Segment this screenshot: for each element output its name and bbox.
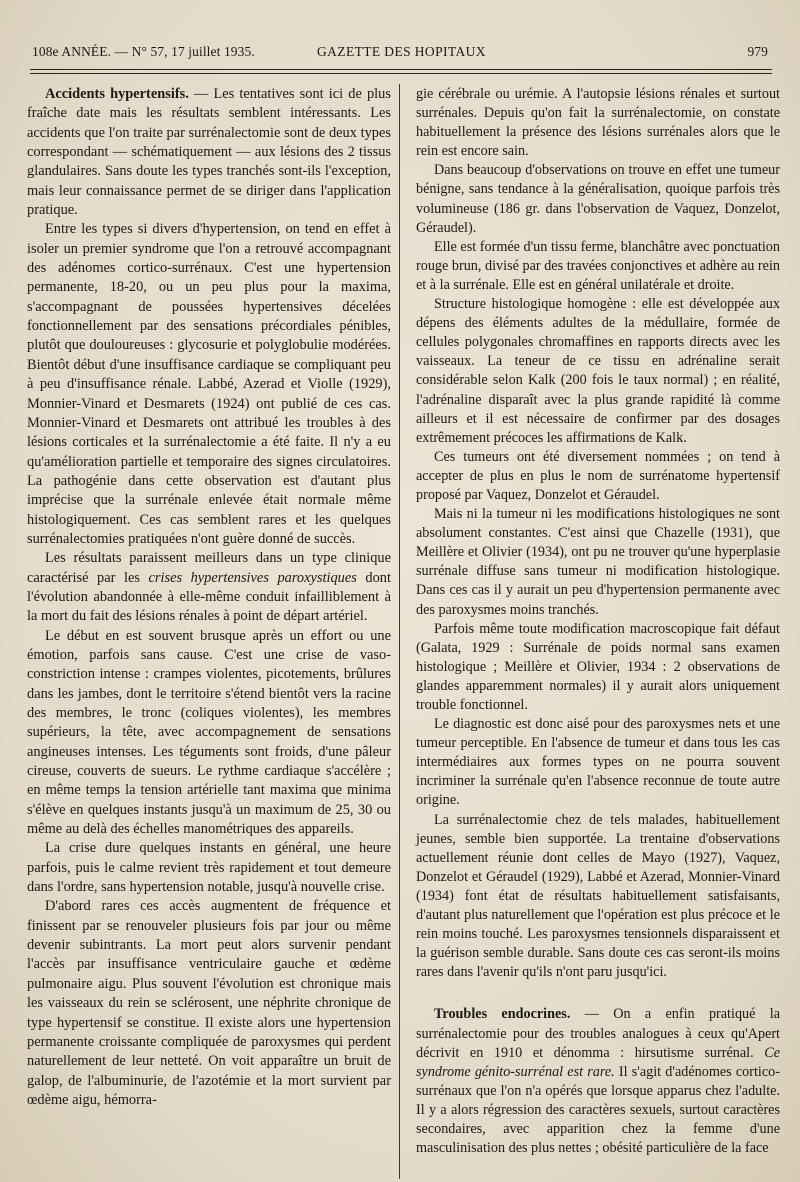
header-rule-thick xyxy=(30,69,772,70)
page-number: 979 xyxy=(747,44,768,59)
right-column xyxy=(416,85,780,1158)
paragraph: gie cérébrale ou urémie. A l'autopsie lésions rénales et surtout surrénales. Depuis qu'on fait la surrénalectomie, on constate habituellement la présence des lésions surrénales alors que le rein est encore sain. xyxy=(416,86,780,160)
section-heading-troubles: Troubles endocrines. xyxy=(434,1006,571,1023)
italic-term: crises hypertensives paroxystiques xyxy=(148,569,357,586)
paragraph: Mais ni la tumeur ni les modifications histologiques ne sont absolument constantes. C'est ainsi que Chazelle (1931), que Meillère et Olivier (1934), ont pu ne trouver qu'une hyperplasie surrénale diffuse sans tumeur ni modification histologique. Dans ces cas il y aurait un peu d'hypertension permanente avec des paroxysmes moins tranchés. xyxy=(416,506,780,618)
left-column xyxy=(27,85,391,1110)
header-rule-thin xyxy=(30,73,772,74)
paragraph: Accidents hypertensifs. — Les tentatives sont ici de plus fraîche date mais les résultats semblent intéressants. Les accidents que l'on traite par surrénalectomie sont de deux types correspondant — schématiquement — aux lésions des 2 tissus glandulaires. Sans doute les types tranchés sont-ils l'exception, mais leur connaissance permet de se diriger dans l'application pratique. xyxy=(27,86,391,219)
running-header xyxy=(32,44,770,66)
paragraph: La surrénalectomie chez de tels malades, habituellement jeunes, semble bien supportée. La trentaine d'observations actuellement réunie dont celles de Mayo (1927), Vaquez, Donzelot et Géraudel (1929), Labbé et Azerad, Monnier-Vinard (1934) font état de résultats habituellement satisfaisants, d'autant plus naturellement que l'opération est plus précoce et le rein moins touché. Les paroxysmes tensionnels disparaissent et la guérison semble durable. Sans doute ces cas seront-ils moins rares dans l'avenir qu'ils n'ont paru jusqu'ici. xyxy=(416,811,780,981)
paragraph: Parfois même toute modification macroscopique fait défaut (Galata, 1929 : Surrénale de poids normal sans examen histologique ; Meillère et Olivier, 1934 : 2 observations de glandes apparemment normales) il y aurait alors uniquement trouble fonctionnel. xyxy=(416,620,780,713)
paragraph: Elle est formée d'un tissu ferme, blanchâtre avec ponctuation rouge brun, divisé par des travées conjonctives et adhère au rein et à la surrénale. Elle est en général unilatérale et droite. xyxy=(416,238,780,293)
paragraph: Le diagnostic est donc aisé pour des paroxysmes nets et une tumeur perceptible. En l'absence de tumeur et dans tous les cas intermédiaires aux formes types on ne pourra souvent incriminer la surrénale qu'en l'absence reconnue de toute autre origine. xyxy=(416,716,780,809)
section-spacer xyxy=(416,982,780,1005)
paragraph: Dans beaucoup d'observations on trouve en effet une tumeur bénigne, sans tendance à la généralisation, quoique parfois très volumineuse (186 gr. dans l'observation de Vaquez, Donzelot, Géraudel). xyxy=(416,162,780,236)
paragraph: Entre les types si divers d'hypertension, on tend en effet à isoler un premier syndrome que l'on a retrouvé accompagnant des adénomes cortico-surrénaux. C'est une hypertension permanente, 18-20, ou un peu plus pour la maxima, s'accompagnant de poussées hypertensives décelées fonctionnellement par des sensations précordiales pénibles, plutôt que douloureuses : glycosurie et polyglobulie modérées. Bientôt début d'une insuffisance cardiaque se compliquant peu à peu d'insuffisance rénale. Labbé, Azerad et Violle (1929), Monnier-Vinard et Desmarets (1924) ont publié de ces cas. Monnier-Vinard et Desmarets ont attribué les troubles à des lésions corticales et la surrénalectomie a été faite. Il n'y a eu qu'amélioration partielle et temporaire des signes circulatoires. La pathogénie dans cette observation est d'autant plus imprécise que la surrénale enlevée était normale même histologiquement. Ces cas semblent rares et les quelques surrénalectomies pratiquées n'ont guère donné de succès. xyxy=(27,221,391,547)
paragraph: Le début en est souvent brusque après un effort ou une émotion, parfois sans cause. C'est une crise de vaso-constriction intense : crampes violentes, picotements, brûlures dans les jambes, dont le territoire s'étend bientôt vers la racine des membres, le tronc (coliques violentes), les membres supérieurs, la tête, avec accompagnement de sensations angineuses intenses. Les téguments sont froids, d'une pâleur cireuse, couverts de sueurs. Le rythme cardiaque s'accélère ; en même temps la tension artérielle tant maxima que minima s'élève en quelques instants jusqu'à un maximum de 25, 30 ou même au delà des échelles manométriques des appareils. xyxy=(27,627,391,838)
italic-sentence: Ce syndrome génito-surrénal est rare. xyxy=(416,1044,780,1080)
paragraph: Troubles endocrines. — On a enfin pratiqué la surrénalectomie pour des troubles analogues à ceux qu'Apert décrivit en 1910 et dénomma : hirsutisme surrénal. Ce syndrome génito-surrénal est rare. Il s'agit d'adénomes cortico-surrénaux que l'on n'a opérés que lorsque apparus chez l'adulte. Il y a alors régression des caractères sexuels, surtout caractères secondaires, avec apparition chez la femme d'une masculinisation des plus nettes ; obésité particulière de la face xyxy=(416,1006,780,1157)
paragraph: La crise dure quelques instants en général, une heure parfois, puis le calme revient très rapidement et tout demeure dans l'ordre, sans hypertension notable, jusqu'à nouvelle crise. xyxy=(27,840,391,896)
paragraph: D'abord rares ces accès augmentent de fréquence et finissent par se renouveler plusieurs fois par jour ou même devenir subintrants. La mort peut alors survenir pendant l'accès par insuffisance ventriculaire gauche et œdème pulmonaire aigu. Plus souvent l'évolution est chronique mais les vaisseaux du rein se sclérosent, une néphrite chronique de type hypertensif se constitue. Il existe alors une hypertension permanente croissante compliquée de paroxysmes qui perdent naturellement de leur netteté. On voit apparaître un bruit de galop, de l'albuminurie, de l'azotémie et la mort survient par œdème aigu, hémorra- xyxy=(27,898,391,1108)
paragraph: Les résultats paraissent meilleurs dans un type clinique caractérisé par les crises hypertensives paroxystiques dont l'évolution abandonnée à elle-même conduit infailliblement à la mort du fait des lésions rénales à point de départ artériel. xyxy=(27,550,391,625)
paragraph: Ces tumeurs ont été diversement nommées ; on tend à accepter de plus en plus le nom de surrénatome hypertensif proposé par Vaquez, Donzelot et Géraudel. xyxy=(416,448,780,503)
column-divider xyxy=(399,84,400,1179)
journal-title: GAZETTE DES HOPITAUX xyxy=(317,44,486,59)
section-heading-accidents: Accidents hypertensifs. xyxy=(45,86,189,102)
issue-info: 108e ANNÉE. — N° 57, 17 juillet 1935. xyxy=(32,44,255,59)
paragraph: Structure histologique homogène : elle est développée aux dépens des éléments adultes de la médullaire, formée de cellules polygonales chromaffines en rapports directs avec les vaisseaux. La teneur de ce tissu en adrénaline serait considérable selon Kalk (200 fois le taux normal) ; en réalité, l'adrénaline disparaît avec la plus grande rapidité là comme ailleurs et il est nécessaire de confirmer par des dosages extrêmement précoces les affirmations de Kalk. xyxy=(416,296,780,446)
